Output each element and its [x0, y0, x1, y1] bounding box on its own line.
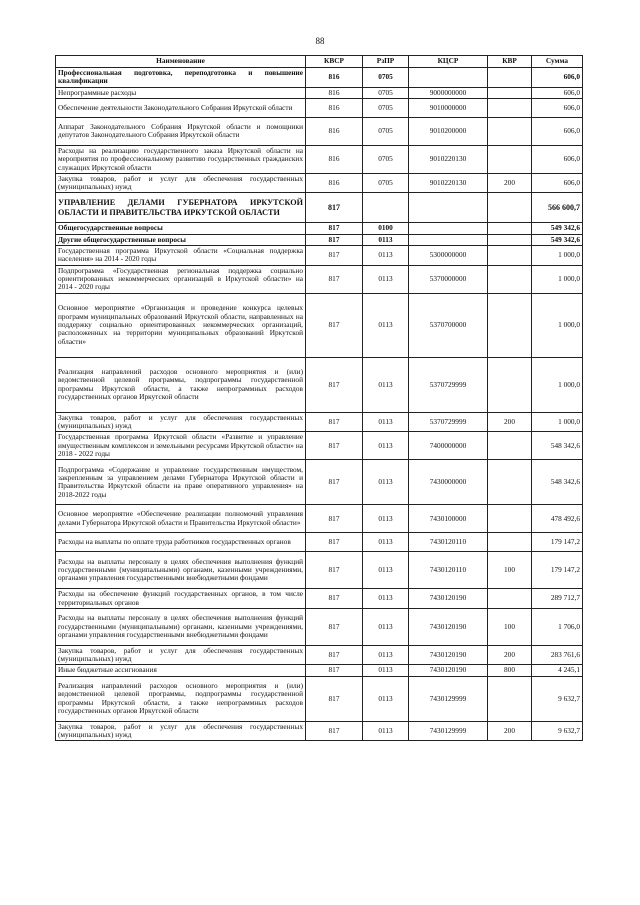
cell-sum: 606,0 — [532, 117, 583, 145]
cell-name: Основное мероприятие «Организация и проведение конкурса целевых программ муниципальных образований Иркутской области, направленных на поддержку социально ориентированных некоммерческих организаций, расположенных на территории муниципальных образований Иркутской области» — [56, 293, 306, 357]
header-rzpr: РзПР — [363, 56, 409, 68]
cell-kcsr: 7400000000 — [409, 432, 488, 460]
cell-kvr — [488, 234, 532, 245]
cell-kvr — [488, 505, 532, 533]
cell-kcsr: 9010220130 — [409, 145, 488, 173]
cell-sum: 606,0 — [532, 68, 583, 88]
cell-kvsr: 817 — [306, 676, 363, 721]
table-row — [56, 87, 583, 98]
cell-name: Профессиональная подготовка, переподготовка и повышение квалификации — [56, 68, 306, 88]
table-row — [56, 193, 583, 223]
cell-kcsr: 7430120190 — [409, 608, 488, 645]
cell-name: Расходы на выплаты персоналу в целях обеспечения выполнения функций государственными (муниципальными) органами, казенными учреждениями, органами управления государственными внебюджетными фондами — [56, 552, 306, 589]
cell-kvr — [488, 357, 532, 412]
cell-sum: 179 147,2 — [532, 552, 583, 589]
cell-name: Обеспечение деятельности Законодательного Собрания Иркутской области — [56, 98, 306, 117]
table-body — [56, 68, 583, 741]
cell-kcsr: 7430120190 — [409, 645, 488, 665]
budget-table — [55, 55, 583, 741]
cell-rzpr: 0113 — [363, 676, 409, 721]
table-row — [56, 265, 583, 293]
cell-kcsr: 7430120190 — [409, 589, 488, 609]
cell-name: Закупка товаров, работ и услуг для обеспечения государственных (муниципальных) нужд — [56, 721, 306, 741]
cell-sum: 289 712,7 — [532, 589, 583, 609]
cell-kcsr: 7430129999 — [409, 721, 488, 741]
cell-name: Государственная программа Иркутской области «Развитие и управление имущественным комплексом и земельными ресурсами Иркутской области» на 2018 - 2022 годы — [56, 432, 306, 460]
cell-name: Закупка товаров, работ и услуг для обеспечения государственных (муниципальных) нужд — [56, 412, 306, 432]
cell-kcsr: 9010000000 — [409, 98, 488, 117]
cell-rzpr: 0113 — [363, 665, 409, 676]
cell-rzpr: 0113 — [363, 533, 409, 552]
cell-rzpr: 0113 — [363, 552, 409, 589]
cell-sum: 1 706,0 — [532, 608, 583, 645]
cell-rzpr: 0113 — [363, 234, 409, 245]
cell-kvsr: 817 — [306, 223, 363, 234]
cell-name: Аппарат Законодательного Собрания Иркутской области и помощники депутатов Законодательного Собрания Иркутской области — [56, 117, 306, 145]
cell-kcsr — [409, 234, 488, 245]
cell-rzpr — [363, 193, 409, 223]
cell-rzpr: 0705 — [363, 68, 409, 88]
cell-name: Расходы на обеспечение функций государственных органов, в том числе территориальных органов — [56, 589, 306, 609]
cell-rzpr: 0113 — [363, 608, 409, 645]
cell-kcsr — [409, 68, 488, 88]
cell-kvsr: 817 — [306, 357, 363, 412]
cell-kvsr: 817 — [306, 552, 363, 589]
cell-kvsr: 817 — [306, 608, 363, 645]
cell-rzpr: 0705 — [363, 98, 409, 117]
table-row — [56, 432, 583, 460]
table-row — [56, 145, 583, 173]
header-sum: Сумма — [532, 56, 583, 68]
cell-name: Подпрограмма «Содержание и управление государственным имуществом, закрепленным за управлением делами Губернатора Иркутской области и Правительства Иркутской области на праве оперативного управления» на 2018-2022 годы — [56, 460, 306, 505]
cell-name: Общегосударственные вопросы — [56, 223, 306, 234]
cell-kcsr: 7430120110 — [409, 552, 488, 589]
cell-kvr: 100 — [488, 608, 532, 645]
cell-kvr — [488, 68, 532, 88]
table-row — [56, 234, 583, 245]
cell-kvr — [488, 265, 532, 293]
table-row — [56, 665, 583, 676]
cell-name: Государственная программа Иркутской области «Социальная поддержка населения» на 2014 - 2020 годы — [56, 246, 306, 266]
cell-kvr — [488, 193, 532, 223]
cell-kvsr: 817 — [306, 412, 363, 432]
cell-rzpr: 0113 — [363, 246, 409, 266]
table-header-row — [56, 56, 583, 68]
cell-rzpr: 0113 — [363, 265, 409, 293]
cell-kvsr: 817 — [306, 460, 363, 505]
header-kvsr: КВСР — [306, 56, 363, 68]
table-row — [56, 608, 583, 645]
table-row — [56, 246, 583, 266]
cell-kvsr: 817 — [306, 193, 363, 223]
table-row — [56, 117, 583, 145]
cell-sum: 606,0 — [532, 173, 583, 193]
cell-rzpr: 0113 — [363, 645, 409, 665]
cell-kvsr: 817 — [306, 246, 363, 266]
cell-kcsr: 9000000000 — [409, 87, 488, 98]
cell-kvsr: 816 — [306, 98, 363, 117]
cell-name: Подпрограмма «Государственная региональная поддержка социально ориентированных некоммерческих организаций в Иркутской области» на 2014 - 2020 годы — [56, 265, 306, 293]
cell-kcsr: 7430120190 — [409, 665, 488, 676]
cell-name: Реализация направлений расходов основного мероприятия и (или) ведомственной целевой программы, подпрограммы государственной программы Иркутской области, а также непрограммных расходов государственных органов Иркутской области — [56, 676, 306, 721]
cell-kvsr: 816 — [306, 87, 363, 98]
cell-kvsr: 817 — [306, 234, 363, 245]
table-row — [56, 552, 583, 589]
cell-kcsr: 7430129999 — [409, 676, 488, 721]
cell-sum: 1 000,0 — [532, 357, 583, 412]
cell-kcsr: 7430100000 — [409, 505, 488, 533]
cell-name: Основное мероприятие «Обеспечение реализации полномочий управления делами Губернатора Иркутской области и Правительства Иркутской области» — [56, 505, 306, 533]
header-name: Наименование — [56, 56, 306, 68]
cell-kvr — [488, 533, 532, 552]
cell-kvsr: 816 — [306, 117, 363, 145]
cell-kvr — [488, 98, 532, 117]
cell-kvr — [488, 223, 532, 234]
cell-kvsr: 817 — [306, 665, 363, 676]
cell-kvsr: 816 — [306, 173, 363, 193]
cell-kvr — [488, 87, 532, 98]
cell-sum: 179 147,2 — [532, 533, 583, 552]
cell-rzpr: 0100 — [363, 223, 409, 234]
cell-kvsr: 817 — [306, 432, 363, 460]
table-row — [56, 98, 583, 117]
cell-kcsr: 5370700000 — [409, 293, 488, 357]
cell-sum: 1 000,0 — [532, 412, 583, 432]
cell-name: Непрограммные расходы — [56, 87, 306, 98]
cell-rzpr: 0705 — [363, 173, 409, 193]
cell-kcsr: 9010200000 — [409, 117, 488, 145]
cell-sum: 549 342,6 — [532, 234, 583, 245]
header-kcsr: КЦСР — [409, 56, 488, 68]
cell-kvr — [488, 676, 532, 721]
cell-sum: 9 632,7 — [532, 676, 583, 721]
cell-sum: 478 492,6 — [532, 505, 583, 533]
cell-sum: 1 000,0 — [532, 293, 583, 357]
cell-kcsr: 5370729999 — [409, 357, 488, 412]
table-row — [56, 721, 583, 741]
cell-sum: 548 342,6 — [532, 460, 583, 505]
cell-rzpr: 0705 — [363, 145, 409, 173]
cell-kvsr: 817 — [306, 721, 363, 741]
cell-kvsr: 817 — [306, 265, 363, 293]
cell-sum: 606,0 — [532, 145, 583, 173]
cell-kvr — [488, 432, 532, 460]
cell-sum: 9 632,7 — [532, 721, 583, 741]
cell-sum: 548 342,6 — [532, 432, 583, 460]
table-row — [56, 412, 583, 432]
cell-rzpr: 0113 — [363, 357, 409, 412]
cell-rzpr: 0113 — [363, 412, 409, 432]
cell-sum: 606,0 — [532, 98, 583, 117]
cell-kvr: 200 — [488, 412, 532, 432]
cell-kvr — [488, 589, 532, 609]
cell-rzpr: 0113 — [363, 589, 409, 609]
cell-kcsr: 7430120110 — [409, 533, 488, 552]
cell-kvr: 100 — [488, 552, 532, 589]
cell-name: Закупка товаров, работ и услуг для обеспечения государственных (муниципальных) нужд — [56, 645, 306, 665]
cell-kvsr: 817 — [306, 589, 363, 609]
table-row — [56, 357, 583, 412]
cell-name: Закупка товаров, работ и услуг для обеспечения государственных (муниципальных) нужд — [56, 173, 306, 193]
table-row — [56, 460, 583, 505]
header-kvr: КВР — [488, 56, 532, 68]
cell-kvr — [488, 293, 532, 357]
cell-rzpr: 0705 — [363, 117, 409, 145]
cell-kvr — [488, 460, 532, 505]
cell-sum: 1 000,0 — [532, 265, 583, 293]
cell-rzpr: 0705 — [363, 87, 409, 98]
cell-kvr — [488, 145, 532, 173]
table-row — [56, 589, 583, 609]
page-number: 88 — [315, 36, 325, 46]
table-row — [56, 223, 583, 234]
table-row — [56, 505, 583, 533]
cell-sum: 606,0 — [532, 87, 583, 98]
table-row — [56, 676, 583, 721]
cell-kvsr: 817 — [306, 505, 363, 533]
cell-sum: 566 600,7 — [532, 193, 583, 223]
cell-kvsr: 816 — [306, 68, 363, 88]
cell-name: Реализация направлений расходов основного мероприятия и (или) ведомственной целевой программы, подпрограммы государственной программы Иркутской области, а также непрограммных расходов государственных органов Иркутской области — [56, 357, 306, 412]
cell-kvr: 800 — [488, 665, 532, 676]
cell-kcsr: 5300000000 — [409, 246, 488, 266]
cell-kcsr: 5370000000 — [409, 265, 488, 293]
cell-rzpr: 0113 — [363, 293, 409, 357]
cell-sum: 1 000,0 — [532, 246, 583, 266]
table-row — [56, 68, 583, 88]
cell-kcsr — [409, 193, 488, 223]
table-row — [56, 293, 583, 357]
cell-rzpr: 0113 — [363, 505, 409, 533]
cell-kvsr: 817 — [306, 293, 363, 357]
cell-kvr: 200 — [488, 645, 532, 665]
cell-name: УПРАВЛЕНИЕ ДЕЛАМИ ГУБЕРНАТОРА ИРКУТСКОЙ ОБЛАСТИ И ПРАВИТЕЛЬСТВА ИРКУТСКОЙ ОБЛАСТИ — [56, 193, 306, 223]
cell-kcsr — [409, 223, 488, 234]
cell-name: Расходы на выплаты по оплате труда работников государственных органов — [56, 533, 306, 552]
cell-sum: 283 761,6 — [532, 645, 583, 665]
table-row — [56, 533, 583, 552]
cell-rzpr: 0113 — [363, 460, 409, 505]
cell-kvsr: 817 — [306, 645, 363, 665]
cell-kvr — [488, 246, 532, 266]
cell-name: Другие общегосударственные вопросы — [56, 234, 306, 245]
cell-name: Расходы на реализацию государственного заказа Иркутской области на мероприятия по профессиональному развитию государственных гражданских служащих Иркутской области — [56, 145, 306, 173]
cell-kvsr: 817 — [306, 533, 363, 552]
cell-kcsr: 9010220130 — [409, 173, 488, 193]
cell-kcsr: 5370729999 — [409, 412, 488, 432]
cell-kcsr: 7430000000 — [409, 460, 488, 505]
cell-rzpr: 0113 — [363, 721, 409, 741]
cell-name: Расходы на выплаты персоналу в целях обеспечения выполнения функций государственными (муниципальными) органами, казенными учреждениями, органами управления государственными внебюджетными фондами — [56, 608, 306, 645]
cell-kvr: 200 — [488, 173, 532, 193]
cell-kvr: 200 — [488, 721, 532, 741]
table-row — [56, 173, 583, 193]
cell-sum: 4 245,1 — [532, 665, 583, 676]
cell-kvsr: 816 — [306, 145, 363, 173]
cell-name: Иные бюджетные ассигнования — [56, 665, 306, 676]
table-row — [56, 645, 583, 665]
cell-kvr — [488, 117, 532, 145]
cell-sum: 549 342,6 — [532, 223, 583, 234]
cell-rzpr: 0113 — [363, 432, 409, 460]
